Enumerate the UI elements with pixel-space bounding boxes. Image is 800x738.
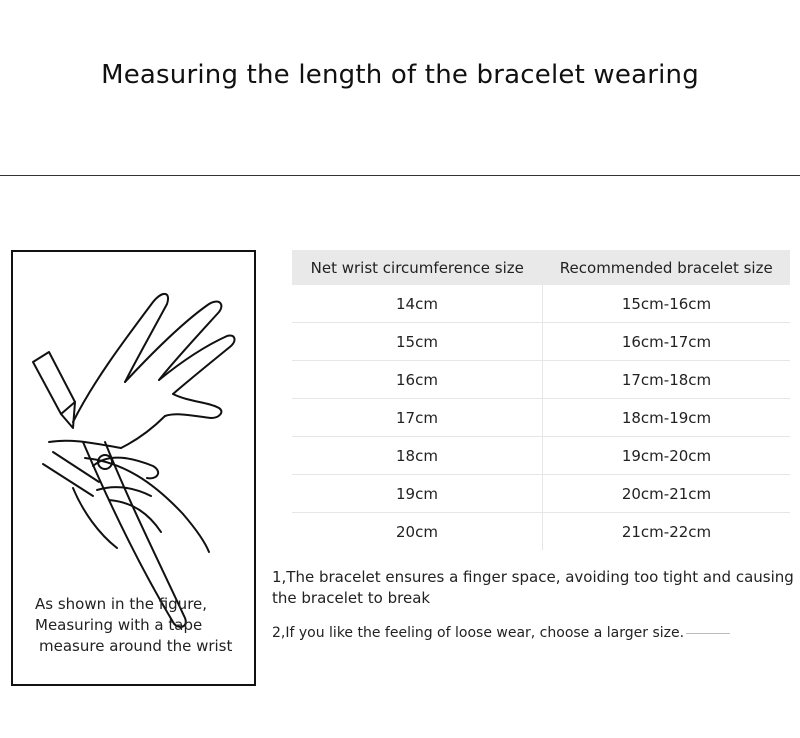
notes (272, 567, 800, 644)
bracelet-size-cell: 15cm-16cm (543, 285, 791, 323)
page-title: Measuring the length of the bracelet wearing (101, 60, 699, 90)
table-row (292, 323, 790, 361)
table-row (292, 513, 790, 551)
wrist-size-cell: 15cm (292, 323, 543, 361)
table-row (292, 437, 790, 475)
wrist-size-cell: 17cm (292, 399, 543, 437)
wrist-size-cell: 19cm (292, 475, 543, 513)
bracelet-size-cell: 18cm-19cm (543, 399, 791, 437)
table-row (292, 475, 790, 513)
table-row (292, 361, 790, 399)
bracelet-size-cell: 20cm-21cm (543, 475, 791, 513)
bracelet-size-cell: 17cm-18cm (543, 361, 791, 399)
caption-line-3: measure around the wrist (39, 637, 233, 655)
note-2-wrap (272, 623, 800, 644)
wrist-size-cell: 16cm (292, 361, 543, 399)
header-wrist-size: Net wrist circumference size (292, 250, 543, 285)
bracelet-size-cell: 16cm-17cm (543, 323, 791, 361)
size-chart-table (292, 250, 790, 550)
measurement-figure (11, 250, 256, 686)
wrist-size-cell: 20cm (292, 513, 543, 551)
table-header-row (292, 250, 790, 285)
note-1: 1,The bracelet ensures a finger space, avoiding too tight and causing the bracelet to break (272, 568, 794, 607)
note-2: 2,If you like the feeling of loose wear, choose a larger size. (272, 625, 685, 641)
caption-line-2: Measuring with a tape (35, 616, 203, 634)
table-row (292, 285, 790, 323)
title-divider (0, 175, 800, 176)
figure-caption (35, 594, 255, 657)
bracelet-size-cell: 19cm-20cm (543, 437, 791, 475)
wrist-size-cell: 14cm (292, 285, 543, 323)
header-bracelet-size: Recommended bracelet size (543, 250, 791, 285)
bracelet-size-cell: 21cm-22cm (621, 522, 712, 541)
caption-line-1: As shown in the figure, (35, 595, 208, 613)
table-row (292, 399, 790, 437)
note-2-underline (686, 633, 730, 634)
wrist-size-cell: 18cm (292, 437, 543, 475)
